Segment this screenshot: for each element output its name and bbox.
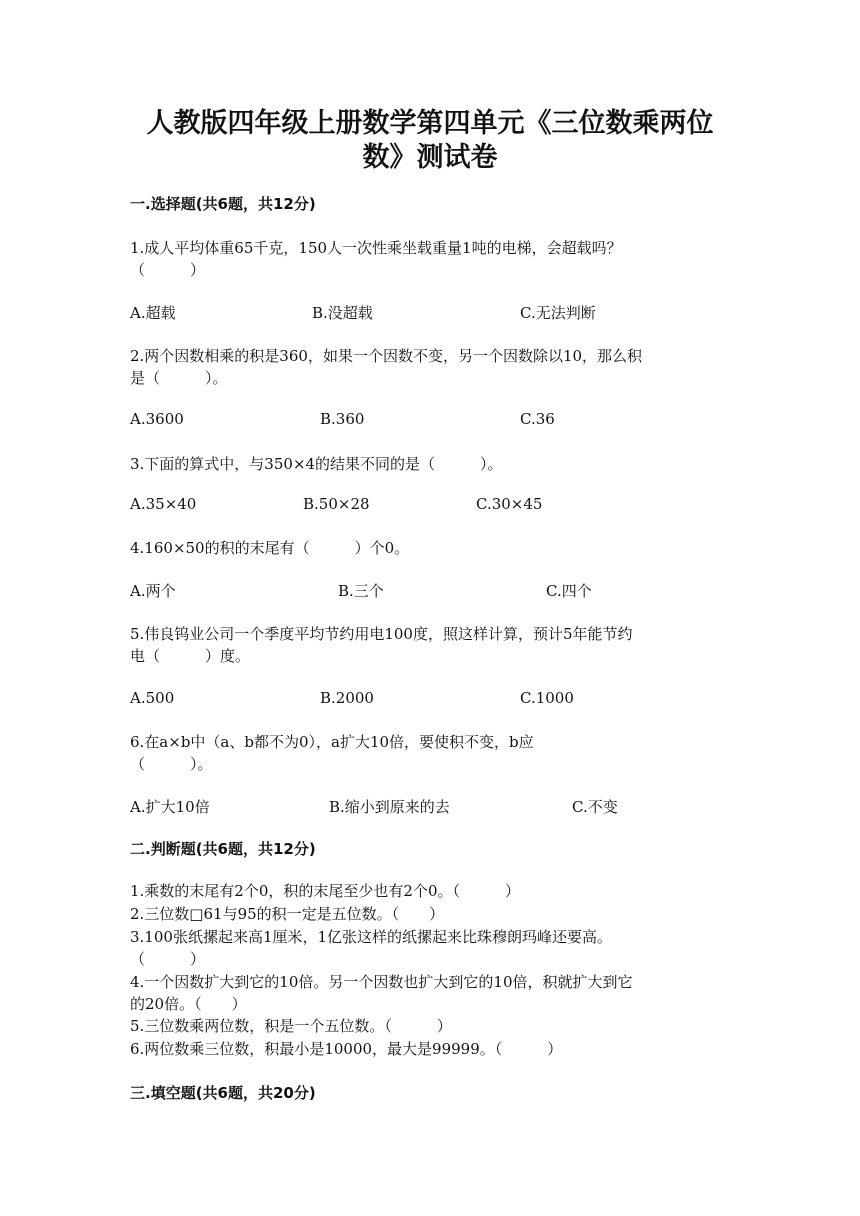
question-blank: 是（ ）。	[130, 369, 228, 387]
question-text: 4.160×50的积的末尾有（ ）个0。	[130, 539, 410, 557]
question-text: 1.成人平均体重65千克，150人一次性乘坐载重量1吨的电梯，会超载吗？	[130, 239, 622, 257]
section-heading-judge: 二.判断题(共6题，共12分)	[130, 840, 316, 858]
option-a: A.3600	[130, 410, 184, 428]
judge-line: 1.乘数的末尾有2个0，积的末尾至少也有2个0。（ ）	[130, 882, 520, 900]
judge-line: （ ）	[130, 950, 206, 968]
judge-line: 2.三位数□61与95的积一定是五位数。（ ）	[130, 905, 445, 923]
judge-line: 4.一个因数扩大到它的10倍。另一个因数也扩大到它的10倍，积就扩大到它	[130, 973, 633, 991]
question-blank: 电（ ）度。	[130, 647, 251, 665]
page-title-line-1: 人教版四年级上册数学第四单元《三位数乘两位	[146, 108, 714, 139]
option-a: A.35×40	[130, 495, 197, 513]
question-blank: （ ）。	[130, 755, 213, 773]
option-c: C.不变	[572, 798, 618, 816]
judge-line: 3.100张纸摞起来高1厘米，1亿张这样的纸摞起来比珠穆朗玛峰还要高。	[130, 928, 613, 946]
question-text: 5.伟良钨业公司一个季度平均节约用电100度，照这样计算，预计5年能节约	[130, 625, 633, 643]
section-heading-fill: 三.填空题(共6题，共20分)	[130, 1084, 316, 1102]
option-c: C.无法判断	[520, 304, 596, 322]
option-b: B.360	[320, 410, 365, 428]
option-a: A.超载	[130, 304, 176, 322]
option-a: A.500	[130, 689, 175, 707]
option-c: C.1000	[520, 689, 574, 707]
option-c: C.36	[520, 410, 555, 428]
option-c: C.30×45	[476, 495, 543, 513]
judge-line: 5.三位数乘两位数，积是一个五位数。（ ）	[130, 1017, 452, 1035]
question-text: 3.下面的算式中，与350×4的结果不同的是（ ）。	[130, 455, 503, 473]
judge-line: 6.两位数乘三位数，积最小是10000，最大是99999。（ ）	[130, 1040, 563, 1058]
option-a: A.两个	[130, 582, 176, 600]
judge-line: 的20倍。（ ）	[130, 995, 247, 1013]
page-title-line-2: 数》测试卷	[362, 142, 498, 173]
section-heading-choice: 一.选择题(共6题，共12分)	[130, 195, 316, 213]
option-c: C.四个	[546, 582, 592, 600]
option-a: A.扩大10倍	[130, 798, 210, 816]
option-b: B.50×28	[303, 495, 370, 513]
question-text: 2.两个因数相乘的积是360，如果一个因数不变，另一个因数除以10，那么积	[130, 347, 643, 365]
option-b: B.三个	[338, 582, 384, 600]
question-text: 6.在a×b中（a、b都不为0），a扩大10倍，要使积不变，b应	[130, 733, 534, 751]
option-b: B.缩小到原来的去	[329, 798, 450, 816]
option-b: B.没超载	[312, 304, 373, 322]
question-blank: （ ）	[130, 261, 206, 279]
option-b: B.2000	[320, 689, 374, 707]
